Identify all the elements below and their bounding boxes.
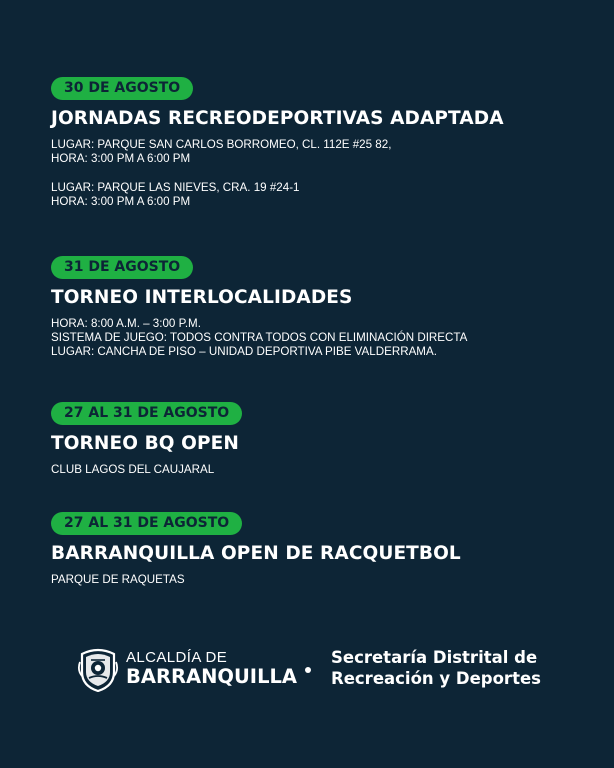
date-badge: 31 DE AGOSTO	[51, 256, 193, 279]
event-details	[51, 138, 584, 209]
detail-line: PARQUE DE RAQUETAS	[51, 573, 185, 586]
detail-line: LUGAR: PARQUE SAN CARLOS BORROMEO, CL. 112E #25 82,	[51, 138, 392, 151]
date-badge: 27 AL 31 DE AGOSTO	[51, 512, 242, 535]
secretaria-line-1: Secretaría Distrital de	[331, 648, 538, 667]
detail-line: HORA: 8:00 A.M. – 3:00 P.M.	[51, 317, 201, 330]
detail-line: HORA: 3:00 PM A 6:00 PM	[51, 152, 191, 165]
footer-logos	[76, 644, 546, 694]
event-details	[51, 573, 584, 587]
detail-line: LUGAR: PARQUE LAS NIEVES, CRA. 19 #24-1	[51, 181, 300, 194]
detail-line: HORA: 3:00 PM A 6:00 PM	[51, 195, 191, 208]
event-details	[51, 463, 584, 477]
event-card-bq-open	[51, 402, 584, 477]
detail-line: LUGAR: CANCHA DE PISO – UNIDAD DEPORTIVA PIBE VALDERRAMA.	[51, 345, 437, 358]
alcaldia-label: ALCALDÍA DE	[126, 649, 228, 666]
event-details	[51, 317, 584, 359]
date-badge: 27 AL 31 DE AGOSTO	[51, 402, 242, 425]
secretaria-line-2: Recreación y Deportes	[331, 669, 541, 688]
date-badge: 30 DE AGOSTO	[51, 77, 193, 100]
event-card-interlocalidades	[51, 256, 584, 359]
event-title: BARRANQUILLA OPEN DE RACQUETBOL	[51, 543, 461, 564]
detail-line: SISTEMA DE JUEGO: TODOS CONTRA TODOS CON ELIMINACIÓN DIRECTA	[51, 331, 468, 344]
event-title: JORNADAS RECREODEPORTIVAS ADAPTADA	[51, 108, 504, 129]
event-card-racquetbol	[51, 512, 584, 587]
city-seal-icon	[76, 644, 120, 692]
event-title: TORNEO BQ OPEN	[51, 433, 239, 454]
separator-dot	[305, 667, 311, 673]
barranquilla-label: BARRANQUILLA	[126, 665, 298, 688]
event-card-jornadas	[51, 77, 584, 209]
event-title: TORNEO INTERLOCALIDADES	[51, 287, 353, 308]
secretaria-label	[331, 647, 541, 689]
detail-line: CLUB LAGOS DEL CAUJARAL	[51, 463, 215, 476]
